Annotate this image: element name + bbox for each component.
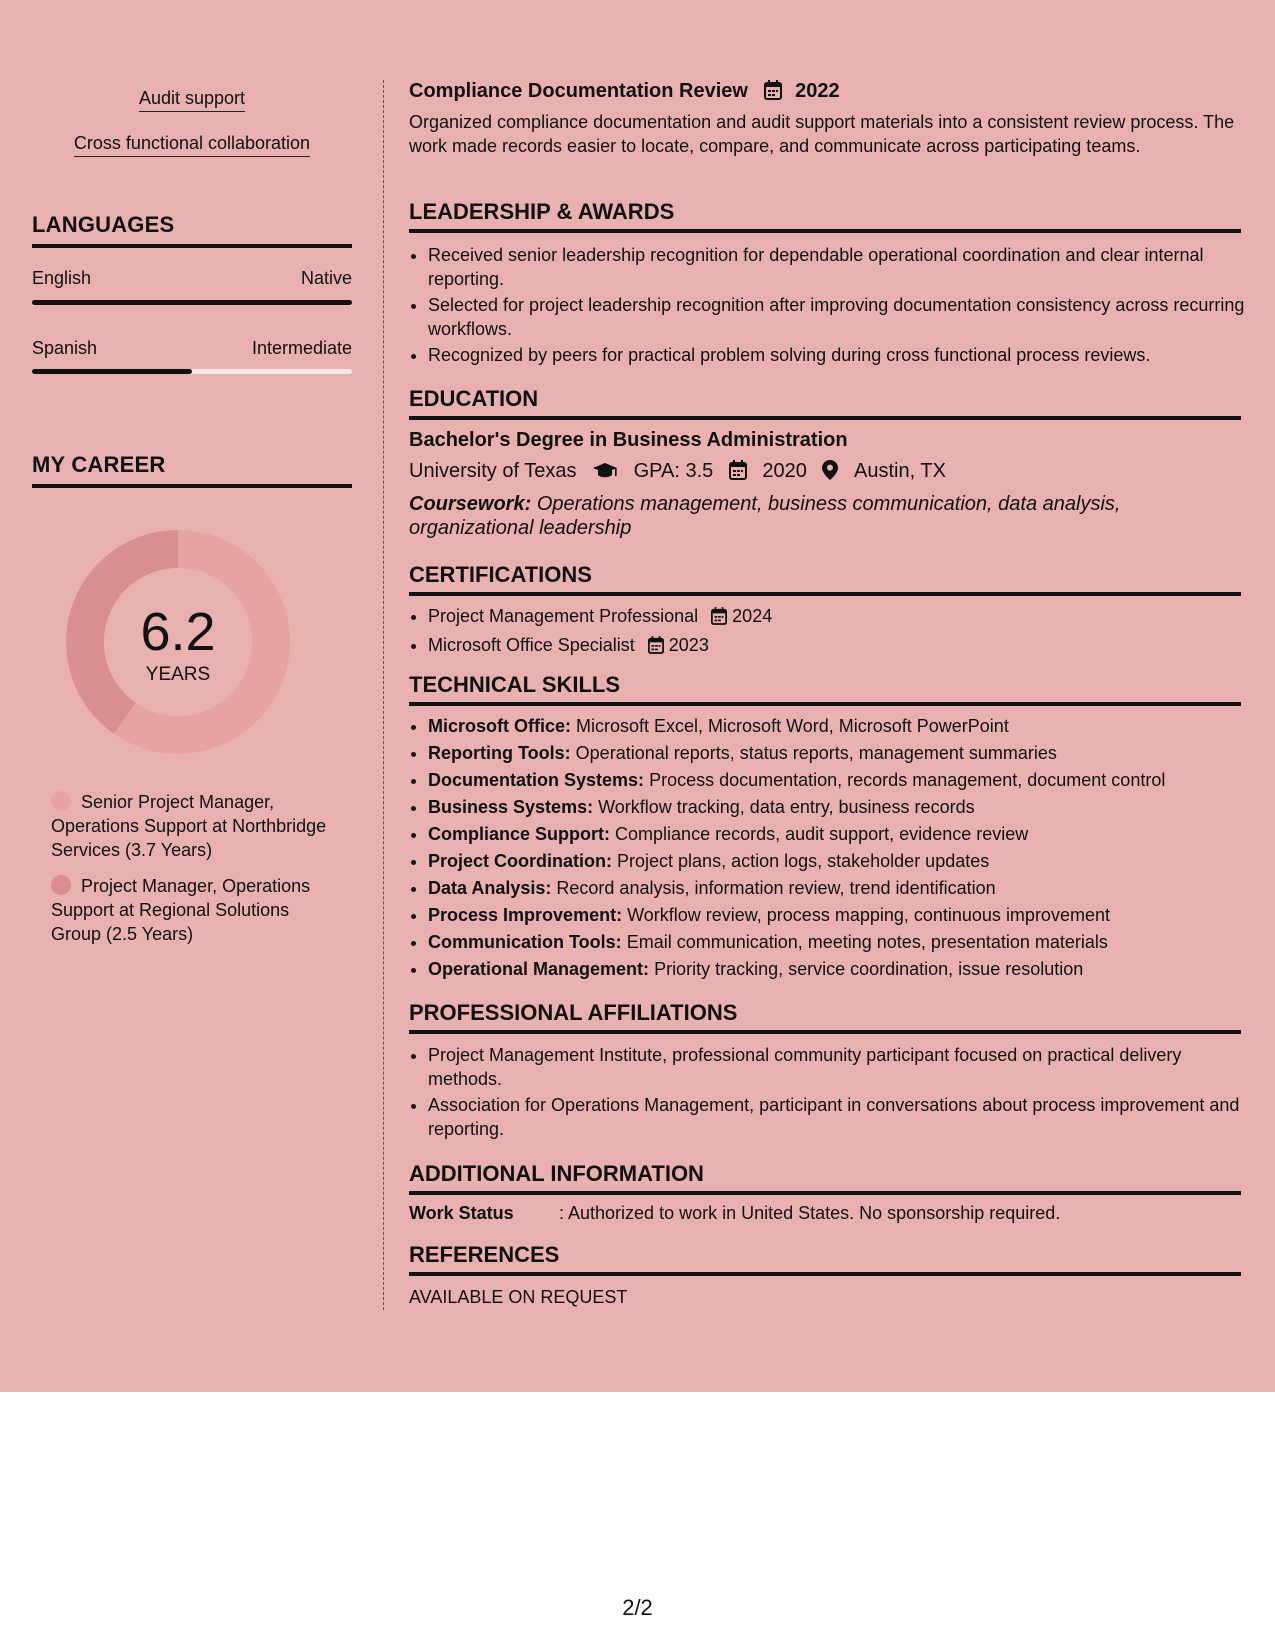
calendar-icon [729,460,747,486]
leadership-list [409,243,1260,369]
leadership-heading: LEADERSHIP & AWARDS [409,199,1241,233]
skill-value: Operational reports, status reports, management summaries [575,743,1057,763]
strength-text: Audit support [139,88,245,112]
skill-value: Microsoft Excel, Microsoft Word, Microsoft PowerPoint [576,716,1009,736]
certifications-heading: CERTIFICATIONS [409,562,1241,596]
language-name: English [32,268,92,288]
affiliations-heading: PROFESSIONAL AFFILIATIONS [409,1000,1241,1034]
skill-item [428,822,1260,846]
certification-name: Microsoft Office Specialist [428,635,635,655]
skill-label: Reporting Tools: [428,743,571,763]
career-item [51,790,341,862]
skill-label: Compliance Support: [428,824,611,844]
certification-name: Project Management Professional [428,606,699,626]
career-total-unit: YEARS [145,664,211,685]
language-level: Native [300,268,352,288]
skill-label: Operational Management: [428,959,650,979]
skill-label: Project Coordination: [428,851,612,871]
skill-item [428,957,1260,981]
skills-heading: TECHNICAL SKILLS [409,672,1241,706]
affiliation-item: • Project Management Institute, professional community participant focused on practical delivery methods. [428,1043,1260,1091]
calendar-icon [711,607,727,631]
skill-value: Workflow review, process mapping, continuous improvement [627,905,1110,925]
skill-label: Documentation Systems: [428,770,645,790]
skill-label: Communication Tools: [428,932,622,952]
strength-item [32,133,352,157]
leadership-item: • Selected for project leadership recognition after improving documentation consistency across recurring workflows. [428,293,1260,341]
skill-item [428,768,1260,792]
certification-item [428,604,1260,631]
certification-item [428,633,1260,660]
education-coursework [409,492,1241,540]
affiliations-list [409,1043,1260,1143]
project-description: Organized compliance documentation and audit support materials into a consistent review process. The work made records easier to locate, compare, and communicate across participating teams. [409,112,1235,156]
skill-label: Business Systems: [428,797,594,817]
calendar-icon [648,636,664,660]
career-total-value: 6.2 [140,602,216,662]
skill-value: Priority tracking, service coordination, issue resolution [654,959,1084,979]
skill-value: Compliance records, audit support, evidence review [615,824,1029,844]
strength-item [32,88,352,112]
language-proficiency-fill [32,300,352,305]
references-text: AVAILABLE ON REQUEST [409,1287,628,1307]
career-donut-chart [66,530,290,754]
language-name: Spanish [32,338,98,358]
coursework-text: Operations management, business communication, data analysis, organizational leadership [409,493,1121,539]
skill-value: Project plans, action logs, stakeholder updates [617,851,990,871]
education-location: Austin, TX [854,460,946,482]
additional-info-heading: ADDITIONAL INFORMATION [409,1161,1241,1195]
strength-text: Cross functional collaboration [74,133,310,157]
project-title: Compliance Documentation Review [409,80,748,102]
skill-item [428,714,1260,738]
certifications-list [409,604,1260,662]
skill-item [428,930,1260,954]
skill-label: Data Analysis: [428,878,552,898]
education-meta [409,460,946,486]
career-item-text: Senior Project Manager, Operations Support at Northbridge Services (3.7 Years) [51,792,327,860]
references-heading: REFERENCES [409,1242,1241,1276]
certification-year: 2023 [668,635,709,655]
languages-heading: LANGUAGES [32,212,352,248]
column-divider [383,80,384,1310]
skill-value: Process documentation, records management, document control [649,770,1166,790]
project-year: 2022 [795,80,840,102]
skill-item [428,741,1260,765]
skills-list [409,714,1260,984]
language-proficiency-bar [32,300,352,305]
career-item [51,874,341,946]
skill-label: Process Improvement: [428,905,623,925]
career-item-text: Project Manager, Operations Support at Regional Solutions Group (2.5 Years) [51,876,311,944]
education-year: 2020 [762,460,807,482]
skill-value: Record analysis, information review, trend identification [556,878,996,898]
leadership-item: • Received senior leadership recognition for dependable operational coordination and clear internal reporting. [428,243,1260,291]
location-pin-icon [822,460,838,486]
work-status-label: Work Status [409,1203,514,1223]
education-school: University of Texas [409,460,577,482]
coursework-label: Coursework: [409,493,532,515]
skill-item [428,849,1260,873]
language-level: Intermediate [251,338,352,358]
skill-value: Workflow tracking, data entry, business records [598,797,975,817]
language-proficiency-bar [32,369,352,374]
skill-item [428,903,1260,927]
career-legend-dot [51,875,71,895]
affiliation-item: • Association for Operations Management, participant in conversations about process improvement and reporting. [428,1093,1260,1141]
leadership-item: • Recognized by peers for practical problem solving during cross functional process reviews. [428,343,1260,367]
certification-year: 2024 [732,606,773,626]
graduation-cap-icon [592,462,618,486]
language-proficiency-fill [32,369,192,374]
education-gpa: GPA: 3.5 [633,460,714,482]
page-number: 2/2 [622,1595,653,1620]
skill-item [428,876,1260,900]
career-heading: MY CAREER [32,452,352,488]
work-status-value: : Authorized to work in United States. No sponsorship required. [559,1203,1061,1223]
project-header [409,80,840,106]
skill-value: Email communication, meeting notes, presentation materials [626,932,1108,952]
education-heading: EDUCATION [409,386,1241,420]
skill-item [428,795,1260,819]
career-legend-dot [51,791,71,811]
calendar-icon [764,80,782,106]
career-list [51,790,341,958]
education-degree: Bachelor's Degree in Business Administration [409,429,848,451]
work-status-row [409,1203,1060,1224]
skill-label: Microsoft Office: [428,716,572,736]
